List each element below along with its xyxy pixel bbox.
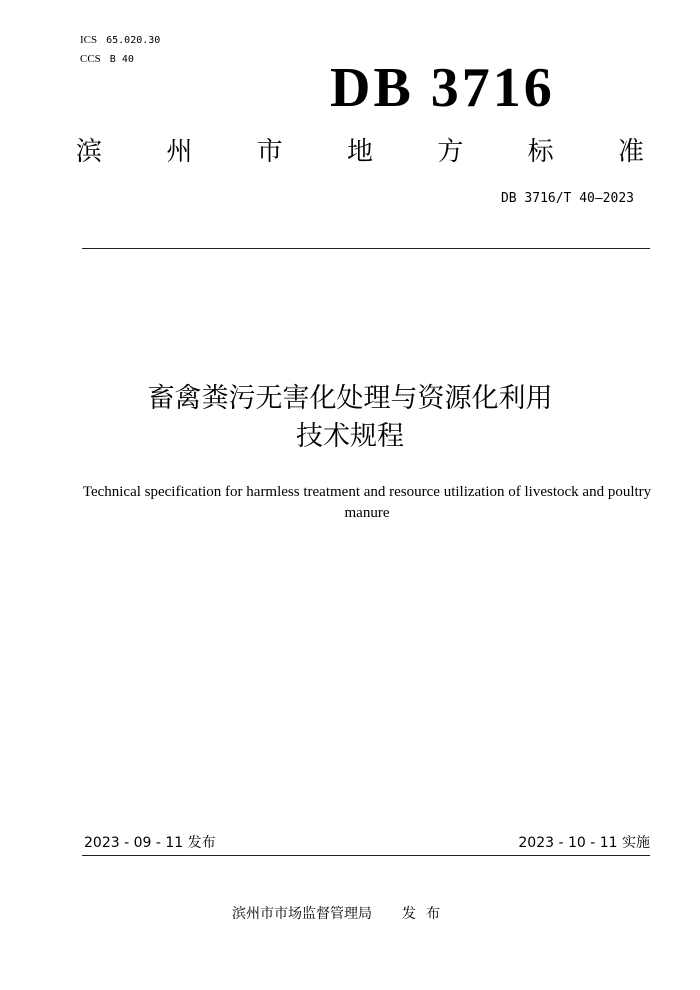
publisher-action: 发布 <box>402 906 450 922</box>
category-char: 市 <box>256 137 283 167</box>
category-char: 滨 <box>76 137 103 167</box>
ccs-code: B 40 <box>109 54 134 65</box>
standard-number: DB 3716/T 40—2023 <box>500 191 634 206</box>
implementation-date: 2023 - 10 - 11 实施 <box>518 835 650 851</box>
ics-label: ICS <box>80 34 98 46</box>
title-cn-line-2: 技术规程 <box>296 421 404 452</box>
header-divider <box>82 248 650 249</box>
document-title-en: Technical specification for harmless treatment and resource utilization of livestock and poultry manure <box>82 484 652 521</box>
title-cn-line-1: 畜禽粪污无害化处理与资源化利用 <box>147 383 553 414</box>
category-char: 地 <box>346 137 373 167</box>
category-char: 标 <box>527 137 554 167</box>
ccs-classification <box>80 53 134 66</box>
document-title-cn <box>60 380 640 456</box>
ics-classification <box>80 34 160 47</box>
category-char: 准 <box>617 137 644 167</box>
category-char: 州 <box>166 137 193 167</box>
publisher-line <box>232 904 450 924</box>
ccs-label: CCS <box>80 53 101 65</box>
issue-date: 2023 - 09 - 11 发布 <box>84 835 216 851</box>
category-char: 方 <box>437 137 464 167</box>
standard-code: DB 3716 <box>330 57 555 119</box>
standard-category <box>76 134 644 170</box>
ics-code: 65.020.30 <box>106 35 161 46</box>
publisher-name: 滨州市市场监督管理局 <box>232 906 372 922</box>
footer-divider <box>82 855 650 856</box>
